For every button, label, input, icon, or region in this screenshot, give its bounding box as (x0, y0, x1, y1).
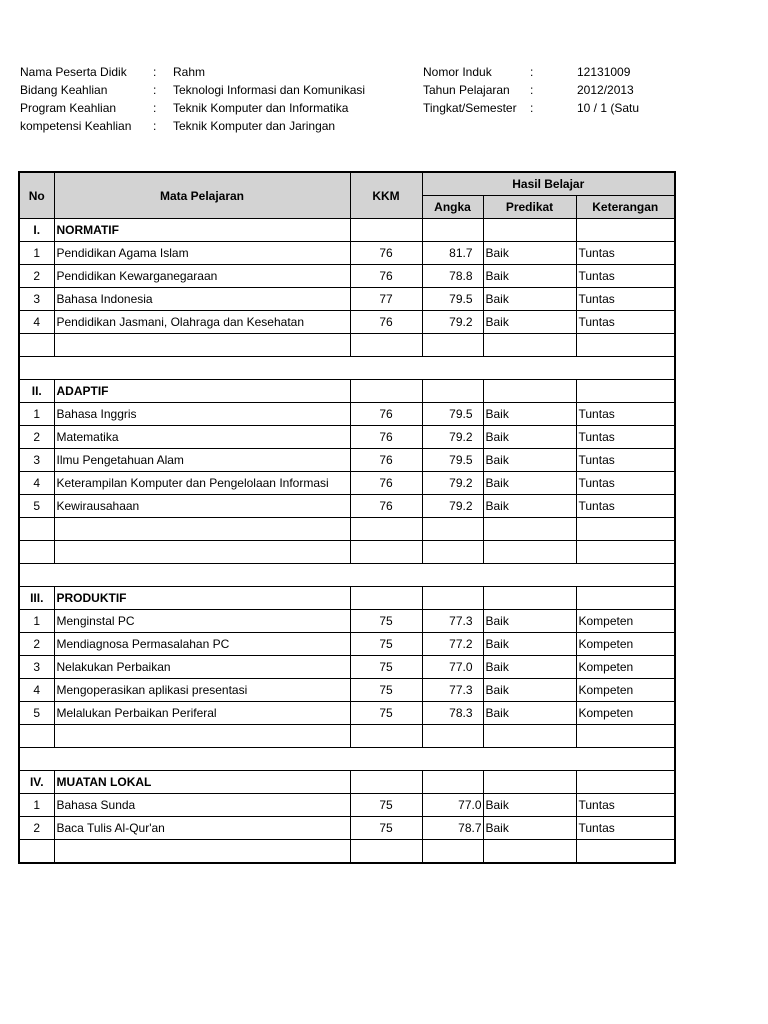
kkm-value: 76 (350, 242, 422, 265)
predicate-value: Baik (483, 794, 576, 817)
header-remark: Keterangan (576, 196, 675, 219)
section-number: III. (19, 587, 54, 610)
empty-cell (483, 771, 576, 794)
section-title: NORMATIF (54, 219, 350, 242)
empty-cell (422, 219, 483, 242)
table-row (19, 403, 675, 426)
predicate-value: Baik (483, 403, 576, 426)
empty-row (19, 725, 675, 748)
kkm-value: 76 (350, 265, 422, 288)
header-predicate: Predikat (483, 196, 576, 219)
year-value: 2012/2013 (577, 83, 634, 97)
empty-cell (483, 380, 576, 403)
score-value: 77.0 (422, 656, 483, 679)
empty-cell (576, 518, 675, 541)
section-number: I. (19, 219, 54, 242)
row-number: 3 (19, 288, 54, 311)
remark-value: Tuntas (576, 265, 675, 288)
score-value: 79.5 (422, 449, 483, 472)
row-number: 1 (19, 403, 54, 426)
subject-name: Mengoperasikan aplikasi presentasi (54, 679, 350, 702)
remark-value: Tuntas (576, 449, 675, 472)
colon: : (530, 101, 534, 115)
table-row (19, 610, 675, 633)
header-kkm: KKM (350, 172, 422, 219)
grades-body (19, 219, 675, 864)
header-no: No (19, 172, 54, 219)
table-row (19, 679, 675, 702)
row-number: 2 (19, 426, 54, 449)
competency-label: kompetensi Keahlian (20, 119, 132, 133)
empty-cell (54, 541, 350, 564)
remark-value: Kompeten (576, 679, 675, 702)
score-value: 81.7 (422, 242, 483, 265)
kkm-value: 75 (350, 679, 422, 702)
header-score: Angka (422, 196, 483, 219)
row-number: 5 (19, 495, 54, 518)
colon: : (153, 65, 157, 79)
section-title: ADAPTIF (54, 380, 350, 403)
remark-value: Tuntas (576, 426, 675, 449)
predicate-value: Baik (483, 472, 576, 495)
remark-value: Kompeten (576, 633, 675, 656)
id-value: 12131009 (577, 65, 631, 79)
empty-cell (350, 541, 422, 564)
student-info (20, 63, 660, 137)
row-number: 2 (19, 265, 54, 288)
empty-cell (19, 725, 54, 748)
score-value: 79.2 (422, 426, 483, 449)
kkm-value: 75 (350, 610, 422, 633)
remark-value: Tuntas (576, 311, 675, 334)
row-number: 1 (19, 610, 54, 633)
subject-name: Pendidikan Jasmani, Olahraga dan Kesehatan (54, 311, 350, 334)
predicate-value: Baik (483, 495, 576, 518)
empty-cell (350, 587, 422, 610)
kkm-value: 75 (350, 633, 422, 656)
spacer-cell (19, 564, 675, 587)
empty-row (19, 541, 675, 564)
row-number: 2 (19, 817, 54, 840)
table-row (19, 495, 675, 518)
subject-name: Keterampilan Komputer dan Pengelolaan Informasi (54, 472, 350, 495)
program-value: Teknik Komputer dan Informatika (173, 101, 349, 115)
field-value: Teknologi Informasi dan Komunikasi (173, 83, 366, 97)
empty-cell (576, 219, 675, 242)
score-value: 79.2 (422, 495, 483, 518)
kkm-value: 76 (350, 426, 422, 449)
table-row (19, 794, 675, 817)
empty-cell (483, 541, 576, 564)
subject-name: Matematika (54, 426, 350, 449)
empty-cell (483, 725, 576, 748)
subject-name: Baca Tulis Al-Qur'an (54, 817, 350, 840)
spacer-row (19, 564, 675, 587)
empty-cell (350, 518, 422, 541)
empty-cell (422, 518, 483, 541)
subject-name: Bahasa Inggris (54, 403, 350, 426)
colon: : (153, 101, 157, 115)
row-number: 4 (19, 311, 54, 334)
row-number: 5 (19, 702, 54, 725)
table-row (19, 242, 675, 265)
row-number: 2 (19, 633, 54, 656)
empty-cell (422, 771, 483, 794)
kkm-value: 75 (350, 702, 422, 725)
remark-value: Tuntas (576, 495, 675, 518)
empty-cell (576, 541, 675, 564)
subject-name: Pendidikan Agama Islam (54, 242, 350, 265)
kkm-value: 77 (350, 288, 422, 311)
level-value: 10 / 1 (Satu (577, 101, 640, 115)
section-number: II. (19, 380, 54, 403)
remark-value: Kompeten (576, 610, 675, 633)
kkm-value: 76 (350, 403, 422, 426)
subject-name: Melalukan Perbaikan Periferal (54, 702, 350, 725)
table-row (19, 702, 675, 725)
empty-cell (54, 725, 350, 748)
empty-cell (576, 587, 675, 610)
name-value: Rahm (173, 65, 206, 79)
predicate-value: Baik (483, 426, 576, 449)
table-row (19, 633, 675, 656)
subject-name: Nelakukan Perbaikan (54, 656, 350, 679)
empty-cell (54, 840, 350, 864)
subject-name: Mendiagnosa Permasalahan PC (54, 633, 350, 656)
empty-cell (54, 518, 350, 541)
score-value: 79.2 (422, 311, 483, 334)
empty-cell (422, 587, 483, 610)
spacer-row (19, 357, 675, 380)
predicate-value: Baik (483, 702, 576, 725)
kkm-value: 76 (350, 449, 422, 472)
table-row (19, 288, 675, 311)
empty-cell (483, 587, 576, 610)
empty-cell (576, 771, 675, 794)
empty-cell (422, 840, 483, 864)
predicate-value: Baik (483, 311, 576, 334)
remark-value: Kompeten (576, 656, 675, 679)
empty-cell (483, 518, 576, 541)
section-title: PRODUKTIF (54, 587, 350, 610)
row-number: 1 (19, 794, 54, 817)
colon: : (153, 83, 157, 97)
section-number: IV. (19, 771, 54, 794)
kkm-value: 75 (350, 656, 422, 679)
empty-cell (19, 541, 54, 564)
empty-cell (576, 840, 675, 864)
remark-value: Tuntas (576, 817, 675, 840)
score-value: 79.5 (422, 403, 483, 426)
score-value: 77.0 (422, 794, 483, 817)
empty-cell (19, 840, 54, 864)
table-row (19, 265, 675, 288)
table-row (19, 472, 675, 495)
table-row (19, 817, 675, 840)
table-row (19, 426, 675, 449)
empty-cell (350, 840, 422, 864)
score-value: 79.2 (422, 472, 483, 495)
row-number: 4 (19, 679, 54, 702)
empty-cell (576, 725, 675, 748)
empty-row (19, 518, 675, 541)
remark-value: Tuntas (576, 288, 675, 311)
empty-cell (19, 334, 54, 357)
predicate-value: Baik (483, 633, 576, 656)
empty-cell (576, 334, 675, 357)
header-result: Hasil Belajar (422, 172, 675, 196)
predicate-value: Baik (483, 679, 576, 702)
empty-cell (19, 518, 54, 541)
colon: : (530, 65, 534, 79)
subject-name: Kewirausahaan (54, 495, 350, 518)
level-label: Tingkat/Semester (423, 101, 517, 115)
id-label: Nomor Induk (423, 65, 492, 79)
empty-cell (483, 840, 576, 864)
empty-cell (350, 771, 422, 794)
score-value: 77.3 (422, 679, 483, 702)
empty-cell (54, 334, 350, 357)
subject-name: Bahasa Sunda (54, 794, 350, 817)
empty-cell (350, 334, 422, 357)
table-row (19, 449, 675, 472)
year-label: Tahun Pelajaran (423, 83, 510, 97)
row-number: 3 (19, 449, 54, 472)
grades-table (18, 171, 676, 864)
empty-row (19, 334, 675, 357)
table-row (19, 656, 675, 679)
spacer-cell (19, 357, 675, 380)
empty-cell (483, 334, 576, 357)
kkm-value: 76 (350, 311, 422, 334)
predicate-value: Baik (483, 656, 576, 679)
predicate-value: Baik (483, 449, 576, 472)
spacer-cell (19, 748, 675, 771)
empty-cell (576, 380, 675, 403)
section-row (19, 380, 675, 403)
section-title: MUATAN LOKAL (54, 771, 350, 794)
header-subject: Mata Pelajaran (54, 172, 350, 219)
predicate-value: Baik (483, 242, 576, 265)
predicate-value: Baik (483, 265, 576, 288)
remark-value: Kompeten (576, 702, 675, 725)
section-row (19, 771, 675, 794)
empty-cell (350, 380, 422, 403)
row-number: 4 (19, 472, 54, 495)
remark-value: Tuntas (576, 403, 675, 426)
score-value: 79.5 (422, 288, 483, 311)
section-row (19, 587, 675, 610)
empty-cell (422, 725, 483, 748)
subject-name: Pendidikan Kewarganegaraan (54, 265, 350, 288)
subject-name: Ilmu Pengetahuan Alam (54, 449, 350, 472)
subject-name: Bahasa Indonesia (54, 288, 350, 311)
kkm-value: 76 (350, 495, 422, 518)
row-number: 1 (19, 242, 54, 265)
predicate-value: Baik (483, 610, 576, 633)
predicate-value: Baik (483, 817, 576, 840)
table-row (19, 311, 675, 334)
kkm-value: 75 (350, 794, 422, 817)
kkm-value: 75 (350, 817, 422, 840)
score-value: 78.7 (422, 817, 483, 840)
predicate-value: Baik (483, 288, 576, 311)
kkm-value: 76 (350, 472, 422, 495)
empty-row (19, 840, 675, 864)
empty-cell (483, 219, 576, 242)
colon: : (530, 83, 534, 97)
remark-value: Tuntas (576, 472, 675, 495)
score-value: 77.2 (422, 633, 483, 656)
remark-value: Tuntas (576, 794, 675, 817)
name-label: Nama Peserta Didik (20, 65, 127, 79)
empty-cell (350, 725, 422, 748)
empty-cell (350, 219, 422, 242)
empty-cell (422, 541, 483, 564)
field-label: Bidang Keahlian (20, 83, 108, 97)
remark-value: Tuntas (576, 242, 675, 265)
competency-value: Teknik Komputer dan Jaringan (173, 119, 336, 133)
subject-name: Menginstal PC (54, 610, 350, 633)
empty-cell (422, 380, 483, 403)
empty-cell (422, 334, 483, 357)
section-row (19, 219, 675, 242)
program-label: Program Keahlian (20, 101, 117, 115)
score-value: 78.3 (422, 702, 483, 725)
colon: : (153, 119, 157, 133)
score-value: 77.3 (422, 610, 483, 633)
score-value: 78.8 (422, 265, 483, 288)
row-number: 3 (19, 656, 54, 679)
spacer-row (19, 748, 675, 771)
